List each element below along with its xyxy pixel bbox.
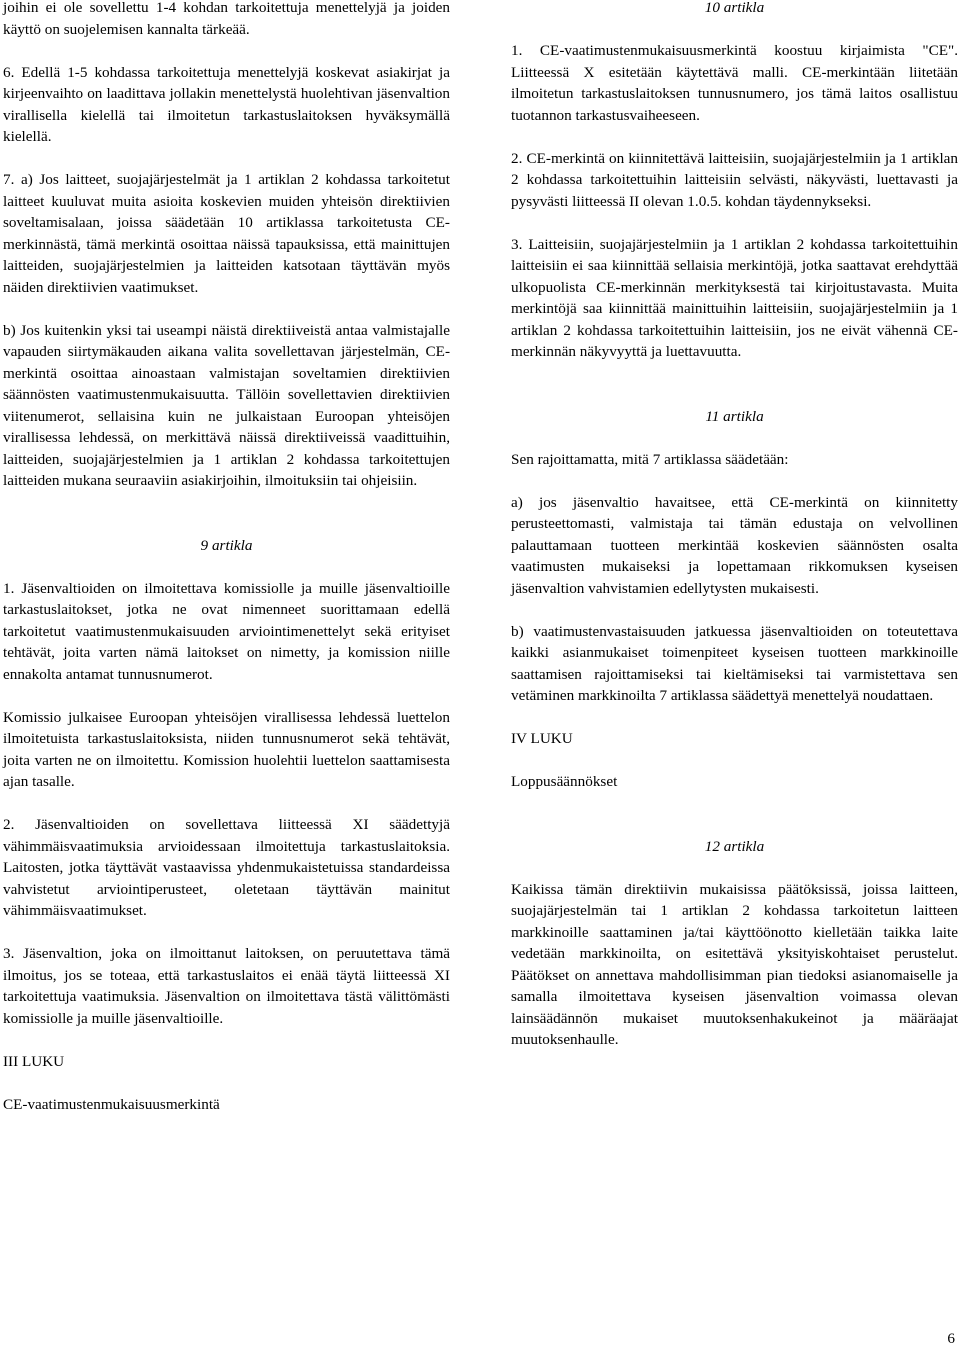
page-number: 6 bbox=[947, 1330, 955, 1347]
paragraph-10-2: 2. CE-merkintä on kiinnitettävä laitteisiin, suojajärjestelmiin ja 1 artiklan 2 kohdassa tarkoitettuihin laitteisiin selvästi, näkyvästi, luettavasti ja pysyvästi liitteessä II olevan 1.0.5. kohdan täydennykseksi. bbox=[511, 149, 958, 210]
paragraph-9-2: 2. Jäsenvaltioiden on sovellettava liitteessä XI säädettyjä vähimmäisvaatimuksia arvioidessaan ilmoitettuja tarkastuslaitoksia. Laitosten, jotka täyttävät vastaavissa yhdenmukaistetuissa standardeissa vahvistetut arviointiperusteet, oletetaan täyttävän mainitut vähimmäisvaatimukset. bbox=[3, 816, 450, 919]
paragraph-12: Kaikissa tämän direktiivin mukaisissa päätöksissä, joissa laitteen, suojajärjestelmän tai 1 artiklan 2 kohdassa tarkoitetun laitteen markkinoille saattaminen ja/tai käyttöönotto kielletään taikka laite vedetään markkinoilta, on esitettävä yksityiskohtaiset perustelut. Päätökset on annettava mahdollisimman pian tiedoksi asianomaiselle ja samalla ilmoitettava kyseisen jäsenvaltion voimassa olevan lainsäädännön mukaiset muutoksenhakukeinot ja määräajat muutoksenhaulle. bbox=[511, 880, 958, 1048]
article-11-heading: 11 artikla bbox=[705, 407, 764, 425]
paragraph-11-b: b) vaatimustenvastaisuuden jatkuessa jäsenvaltioiden on toteutettava kaikki asianmukaiset toimenpiteet kyseisen tuotteen markkinoille saattamisen rajoittamiseksi tai kieltämiseksi tai varmistettava sen vetäminen markkinoilta 7 artiklassa säädettyä menettelyä noudattaen. bbox=[511, 622, 958, 704]
article-12-heading: 12 artikla bbox=[704, 837, 765, 855]
spacer bbox=[511, 814, 958, 836]
paragraph-8-6: 6. Edellä 1-5 kohdassa tarkoitettuja menettelyjä koskevat asiakirjat ja kirjeenvaihto on laadittava jollakin menettelystä huolehtivan jäsenvaltion virallisella kielellä tai ilmoitetun tarkastuslaitoksen hyväksymällä kielellä. bbox=[3, 63, 450, 145]
right-column bbox=[511, 0, 958, 1072]
paragraph-10-3: 3. Laitteisiin, suojajärjestelmiin ja 1 artiklan 2 kohdassa tarkoitettuihin laitteisiin ei saa kiinnittää sellaisia merkintöjä, jotka saattavat erehdyttää ulkopuolista CE-merkinnän merkityksestä tai kirjoitustavasta. Muita merkintöjä saa kiinnittää mainittuihin laitteisiin, suojajärjestelmiin ja 1 artiklan 2 kohdassa tarkoitettuihin laitteisiin, jos ne eivät vähennä CE-merkinnän näkyvyyttä ja luettavuutta. bbox=[511, 235, 958, 360]
chapter-4-title: Loppusäännökset bbox=[511, 773, 618, 790]
chapter-3-title: CE-vaatimustenmukaisuusmerkintä bbox=[3, 1095, 220, 1113]
paragraph-10-1: 1. CE-vaatimustenmukaisuusmerkintä koostuu kirjaimista "CE". Liitteessä X esitetään käytettävä malli. CE-merkintään liitetään ilmoitetun tarkastuslaitoksen tunnusnumero, jos tämä laitos osallistuu tuotannon tarkastusvaiheeseen. bbox=[511, 42, 958, 124]
paragraph-9-3: 3. Jäsenvaltion, joka on ilmoittanut laitoksen, on peruutettava tämä ilmoitus, jos se toteaa, että tarkastuslaitos ei enää täytä liitteessä XI tarkoitettuja vaatimuksia. Jäsenvaltion on ilmoitettava tästä välittömästi komissiolle ja muille jäsenvaltioille. bbox=[3, 945, 450, 1027]
chapter-4-heading: IV LUKU bbox=[511, 730, 573, 747]
paragraph-9-1: 1. Jäsenvaltioiden on ilmoitettava komissiolle ja muille jäsenvaltioille tarkastuslaitokset, jotka ne ovat nimenneet suorittamaan edellä tarkoitetut vaatimustenmukaisuuden arviointimenettelyt sekä erityiset tehtävät, joita varten nämä laitokset on nimetty, ja komission niille ennakolta antamat tunnusnumerot. bbox=[3, 579, 450, 683]
paragraph-8-7b: b) Jos kuitenkin yksi tai useampi näistä direktiiveistä antaa valmistajalle vapauden siirtymäkauden aikana valita sovellettavan järjestelmän, CE-merkintä osoittaa ainoastaan valmistajan soveltamien direktiivien säännösten vaatimustenmukaisuutta. Tällöin sovellettavien direktiivien viitenumerot, sellaisina kuin ne julkaistaan Euroopan yhteisöjen virallisessa lehdessä, on merkittävä näissä direktiiveissä vaadittuihin, laitteiden, suojajärjestelmien ja 1 artiklan 2 kohdassa tarkoitettujen laitteiden mukana seuraaviin asiakirjoihin, ilmoituksiin tai ohjeisiin. bbox=[3, 321, 450, 489]
paragraph-continuation: joihin ei ole sovellettu 1-4 kohdan tarkoitettuja menettelyjä ja joiden käyttö on suojelemisen kannalta tärkeää. bbox=[3, 0, 450, 38]
article-10-heading: 10 artikla bbox=[704, 0, 765, 16]
left-column bbox=[3, 0, 450, 1137]
paragraph-11-a: a) jos jäsenvaltio havaitsee, että CE-merkintä on kiinnitetty perusteettomasti, valmistaja tai tämän edustaja on velvollinen palauttamaan tuotteen merkintää koskevien säännösten osalta vaatimusten mukaiseksi ja lopettamaan rikkomuksen kyseisen jäsenvaltion vahvistamien edellytysten mukaisesti. bbox=[511, 493, 958, 597]
article-9-heading: 9 artikla bbox=[200, 536, 253, 554]
spacer bbox=[511, 384, 958, 406]
spacer bbox=[3, 513, 450, 535]
paragraph-8-7a: 7. a) Jos laitteet, suojajärjestelmät ja 1 artiklan 2 kohdassa tarkoitetut laitteet kuuluvat muita asioita koskevien muiden yhteisön direktiivien soveltamisalaan, joissa säädetään 10 artiklassa tarkoitetusta CE-merkinnästä, tämä merkintä osoittaa näissä tapauksissa, että mainittujen laitteiden, suojajärjestelmien ja laitteiden katsotaan täyttävän myös näiden direktiivien vaatimukset. bbox=[3, 171, 450, 296]
paragraph-11-intro: Sen rajoittamatta, mitä 7 artiklassa säädetään: bbox=[511, 450, 789, 468]
chapter-3-heading: III LUKU bbox=[3, 1052, 65, 1070]
paragraph-9-1-list: Komissio julkaisee Euroopan yhteisöjen virallisessa lehdessä luettelon ilmoitetuista tarkastuslaitoksista, niiden tunnusnumerot sekä tehtävät, joita varten ne on ilmoitettu. Komission huolehtii luettelon saattamisesta ajan tasalle. bbox=[3, 708, 450, 790]
